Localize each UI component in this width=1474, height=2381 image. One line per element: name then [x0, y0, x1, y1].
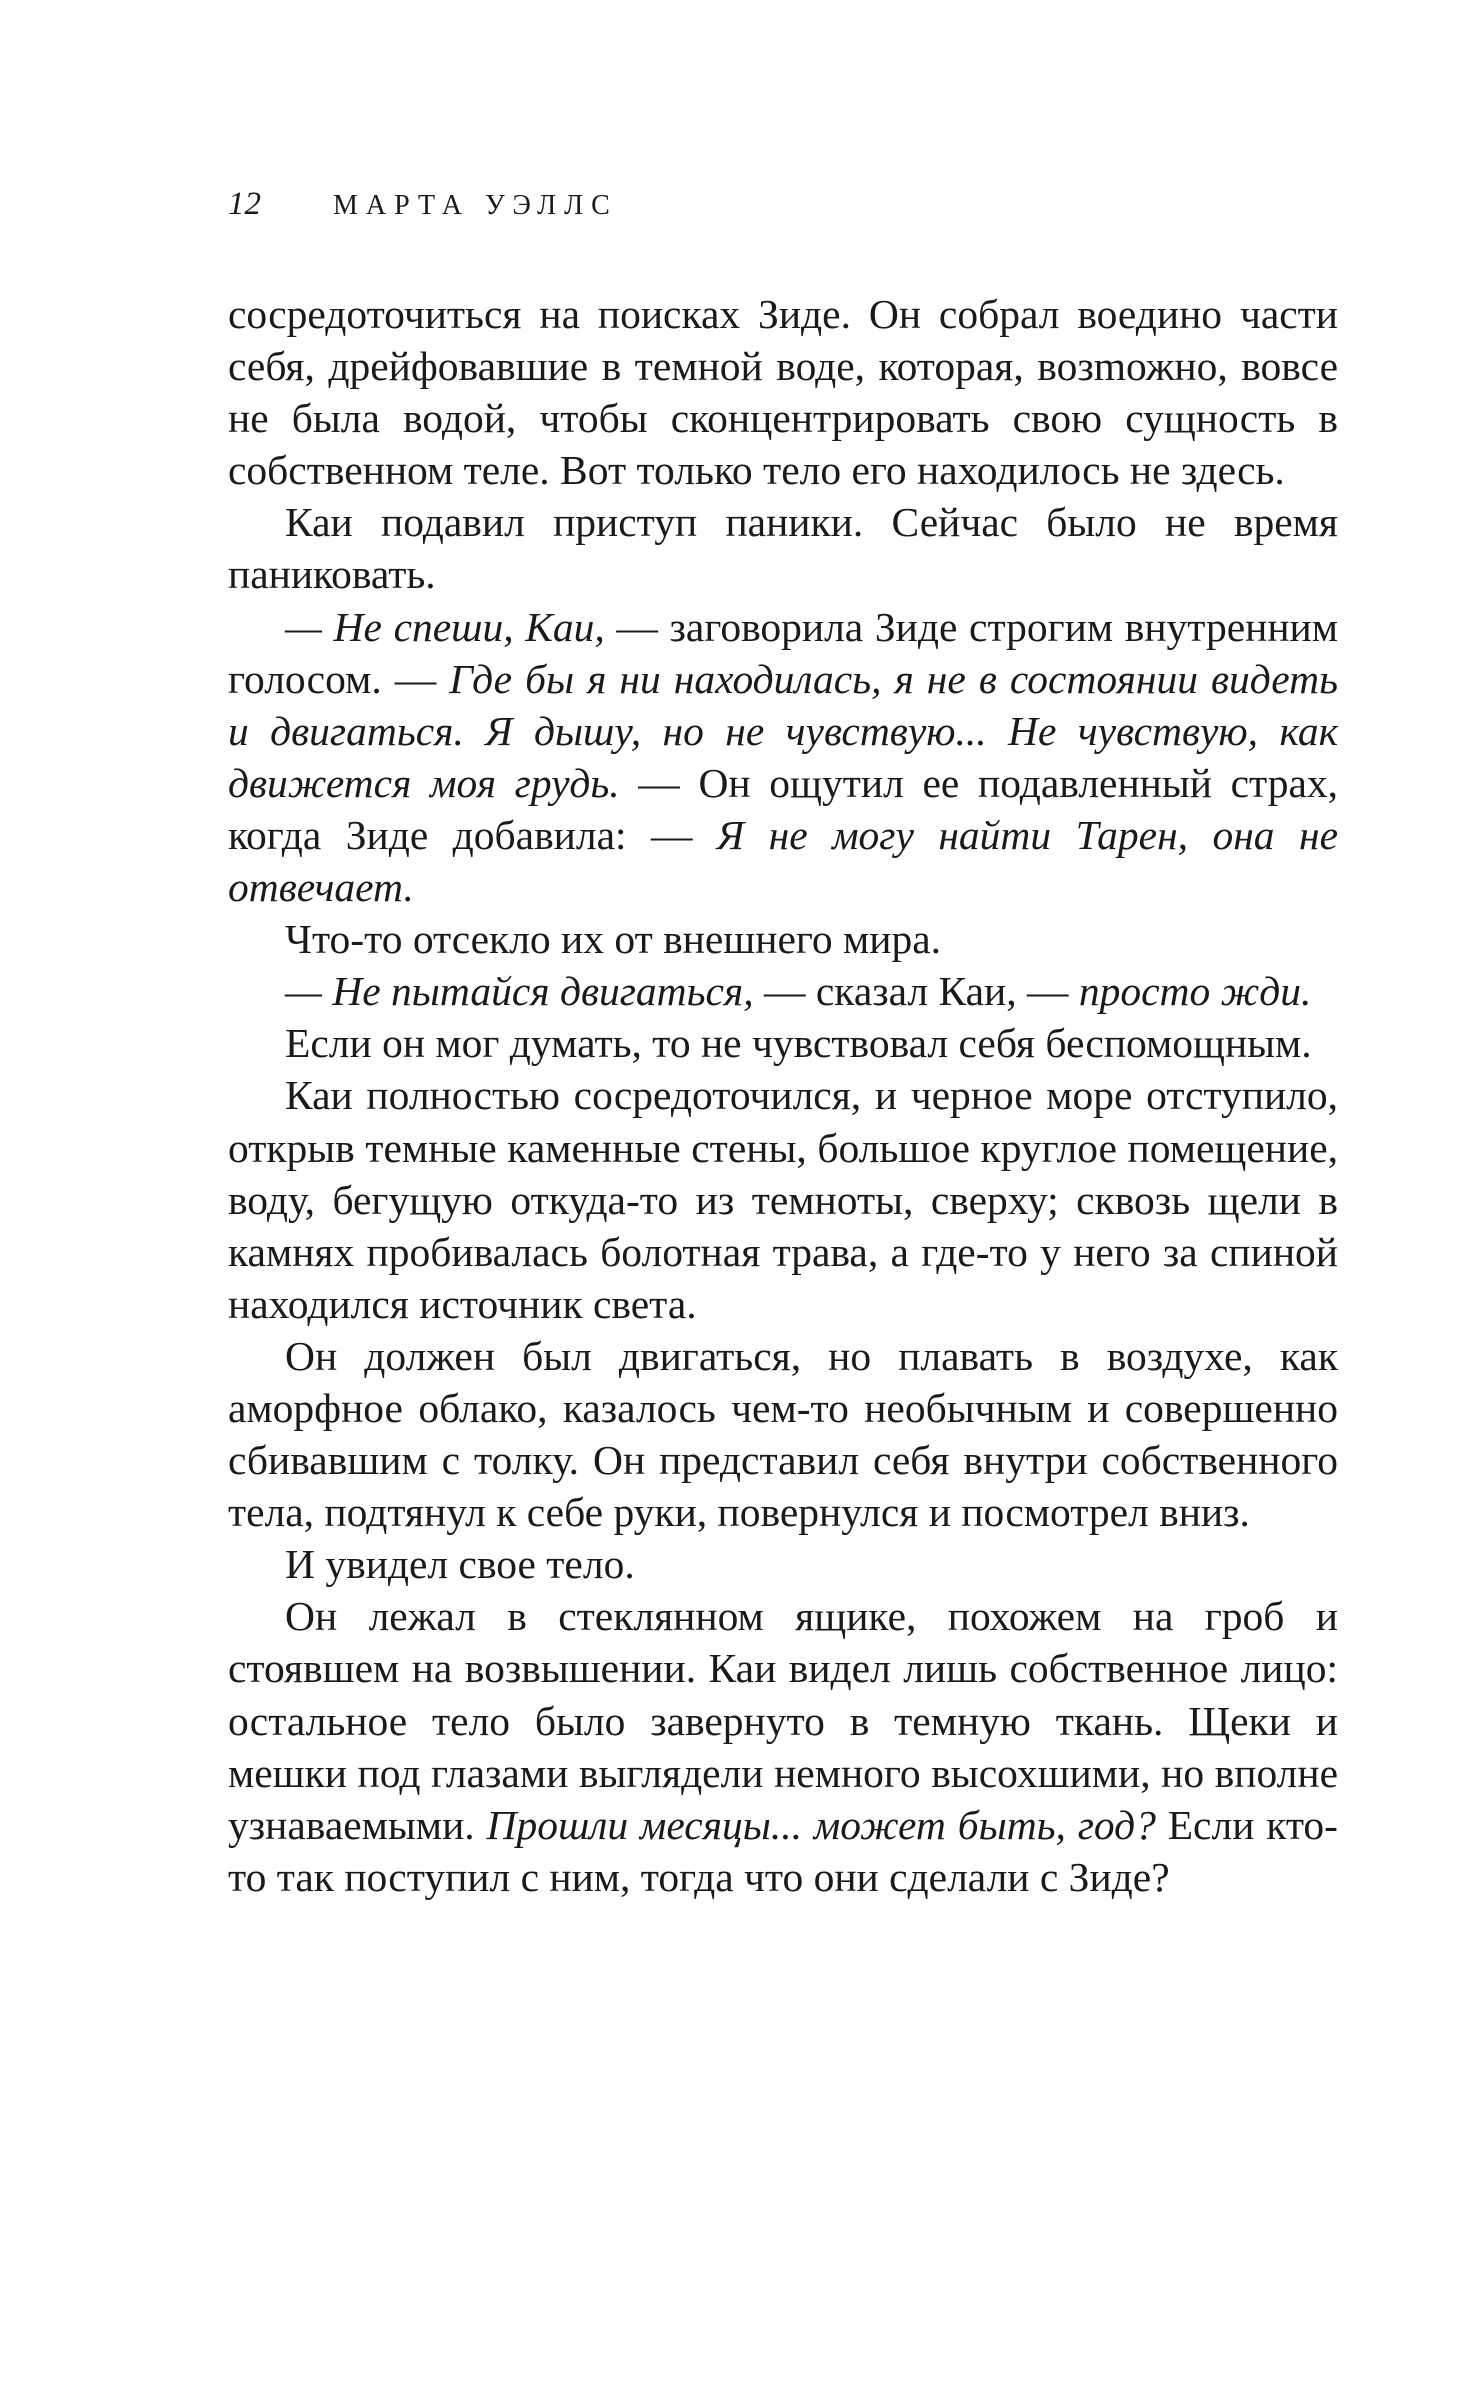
italic-run: Прошли месяцы... может быть, год? [486, 1801, 1156, 1848]
paragraph [228, 913, 1338, 965]
paragraph [228, 1538, 1338, 1590]
text-run: Он должен был двигаться, но плавать в воздухе, как аморфное облако, казалось чем-то необычным и совершенно сбивавшим с толку. Он представил себя внутри собственного тела, подтянул к себе руки, повернулся и посмотрел вниз. [228, 1332, 1338, 1536]
running-head [228, 186, 618, 236]
italic-run: — Не пытайся двигаться, [285, 968, 754, 1015]
paragraph [228, 1017, 1338, 1069]
text-run: Каи подавил приступ паники. Сейчас было не время паниковать. [228, 499, 1338, 598]
paragraph [228, 601, 1338, 914]
paragraph [228, 1590, 1338, 1903]
text-run: Каи полностью сосредоточился, и черное море отступило, открыв темные каменные стены, большое круглое помещение, воду, бегущую откуда-то из темноты, сверху; сквозь щели в камнях пробивалась болотная трава, а где-то у него за спиной находился источник света. [228, 1072, 1338, 1327]
italic-run: просто жди. [1078, 968, 1312, 1015]
italic-run: — Не спеши, Каи, [285, 603, 605, 650]
paragraph [228, 1069, 1338, 1329]
text-run: — сказал Каи, — [753, 968, 1079, 1015]
body-text [228, 288, 1338, 1903]
paragraph [228, 496, 1338, 600]
page-number: 12 [228, 186, 261, 222]
text-run: — заговорила Зиде строгим внутренним голосом. — [228, 603, 1339, 702]
italic-run: Я не могу найти Тарен, она не отвечает. [228, 811, 1338, 911]
italic-run: Где бы я ни находилась, я не в состоянии видеть и двигаться. Я дышу, но не чувствую... Не чувствую, как движется моя грудь. [228, 655, 1339, 806]
text-run: — Он ощутил ее подавленный страх, когда Зиде добавила: — [228, 759, 1338, 858]
running-title: МАРТА УЭЛЛС [333, 190, 618, 221]
text-run: Если кто-то так поступил с ним, тогда что они сделали с Зиде? [228, 1801, 1338, 1900]
text-run: Он лежал в стеклянном ящике, похожем на гроб и стоявшем на возвышении. Каи видел лишь собственное лицо: остальное тело было завернуто в темную ткань. Щеки и мешки под глазами выглядели немного высохшими, но вполне узнаваемыми. [228, 1593, 1338, 1848]
text-run: И увидел свое тело. [285, 1541, 635, 1588]
paragraph [228, 965, 1338, 1017]
text-run: Если он мог думать, то не чувствовал себя беспомощным. [285, 1020, 1312, 1067]
text-run: Что-то отсекло их от внешнего мира. [285, 916, 942, 963]
paragraph [228, 288, 1338, 496]
text-run: сосредоточиться на поисках Зиде. Он собрал воедино части себя, дрейфовавшие в темной воде, которая, возmожно, вовсе не была водой, чтобы сконцентрировать свою сущность в собственном теле. Вот только тело его находилось не здесь. [228, 291, 1338, 494]
paragraph [228, 1330, 1338, 1538]
